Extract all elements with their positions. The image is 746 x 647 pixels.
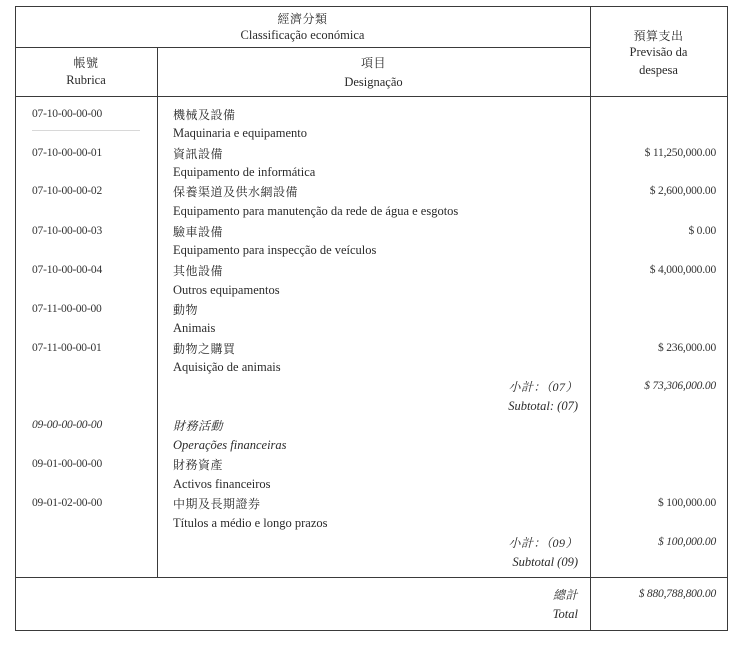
header-designation-zh: 項目: [360, 56, 386, 70]
row-designation-zh: 保養渠道及供水網設備: [173, 185, 299, 199]
column-divider-rubric: [157, 47, 158, 578]
header-classification-pt: Classificação económica: [240, 28, 365, 42]
table-bottom-border: [15, 630, 728, 631]
header-rubric-zh: 帳號: [73, 56, 99, 70]
subtotal-07-label-pt: Subtotal: (07): [508, 399, 578, 413]
total-label-zh: 總計: [552, 588, 578, 602]
total-top-border: [15, 577, 728, 578]
row-code: 07-11-00-00-00: [32, 303, 102, 315]
row-designation-zh: 驗車設備: [173, 225, 224, 239]
row-designation-pt: Activos financeiros: [173, 477, 271, 491]
row-amount: $ 2,600,000.00: [649, 185, 716, 197]
subtotal-07-label-zh: 小計：（07）: [508, 380, 578, 394]
table-right-border: [727, 6, 728, 631]
row-designation-pt: Títulos a médio e longo prazos: [173, 516, 328, 530]
column-divider-amount: [590, 6, 591, 631]
row-code: 09-01-02-00-00: [32, 497, 103, 509]
row-code: 07-10-00-00-03: [32, 225, 103, 237]
header-forecast-pt-2: despesa: [639, 63, 678, 77]
row-designation-zh: 動物之購買: [173, 342, 236, 356]
header-forecast-zh: 預算支出: [633, 29, 684, 43]
subtotal-09-amount: $ 100,000.00: [658, 536, 716, 548]
table-top-border: [15, 6, 728, 7]
row-code: 07-10-00-00-02: [32, 185, 103, 197]
row-amount: $ 11,250,000.00: [644, 147, 716, 159]
row-amount: $ 4,000,000.00: [649, 264, 716, 276]
row-designation-pt: Maquinaria e equipamento: [173, 126, 307, 140]
scan-mark: [32, 130, 140, 131]
header-forecast-pt-1: Previsão da: [629, 45, 688, 59]
total-amount: $ 880,788,800.00: [638, 588, 716, 600]
row-code: 09-01-00-00-00: [32, 458, 103, 470]
row-code: 07-10-00-00-00: [32, 108, 103, 120]
row-designation-zh: 其他設備: [173, 264, 224, 278]
row-designation-pt: Aquisição de animais: [173, 360, 281, 374]
row-designation-zh: 中期及長期證券: [173, 497, 261, 511]
header-class-divider: [15, 47, 590, 48]
row-code: 09-00-00-00-00: [32, 419, 103, 431]
row-designation-zh: 財務資產: [173, 458, 224, 472]
total-label-pt: Total: [552, 607, 578, 621]
row-code: 07-11-00-00-01: [32, 342, 102, 354]
header-bottom-border: [15, 96, 728, 97]
header-designation-pt: Designação: [344, 75, 403, 89]
row-designation-pt: Outros equipamentos: [173, 283, 280, 297]
table-left-border: [15, 6, 16, 631]
row-amount: $ 100,000.00: [658, 497, 716, 509]
row-designation-zh: 資訊設備: [173, 147, 224, 161]
row-designation-pt: Operações financeiras: [173, 438, 287, 452]
row-amount: $ 0.00: [688, 225, 716, 237]
row-code: 07-10-00-00-04: [32, 264, 103, 276]
subtotal-09-label-zh: 小計：（09）: [508, 536, 578, 550]
row-code: 07-10-00-00-01: [32, 147, 103, 159]
row-designation-zh: 動物: [173, 303, 199, 317]
subtotal-07-amount: $ 73,306,000.00: [644, 380, 716, 392]
header-classification-zh: 經濟分類: [277, 12, 328, 26]
row-amount: $ 236,000.00: [658, 342, 716, 354]
row-designation-pt: Equipamento para manutenção da rede de água e esgotos: [173, 204, 459, 218]
header-rubric-pt: Rubrica: [66, 73, 106, 87]
row-designation-zh: 財務活動: [173, 419, 224, 433]
subtotal-09-label-pt: Subtotal (09): [512, 555, 578, 569]
row-designation-pt: Equipamento de informática: [173, 165, 316, 179]
row-designation-pt: Equipamento para inspecção de veículos: [173, 243, 377, 257]
row-designation-zh: 機械及設備: [173, 108, 236, 122]
row-designation-pt: Animais: [173, 321, 216, 335]
